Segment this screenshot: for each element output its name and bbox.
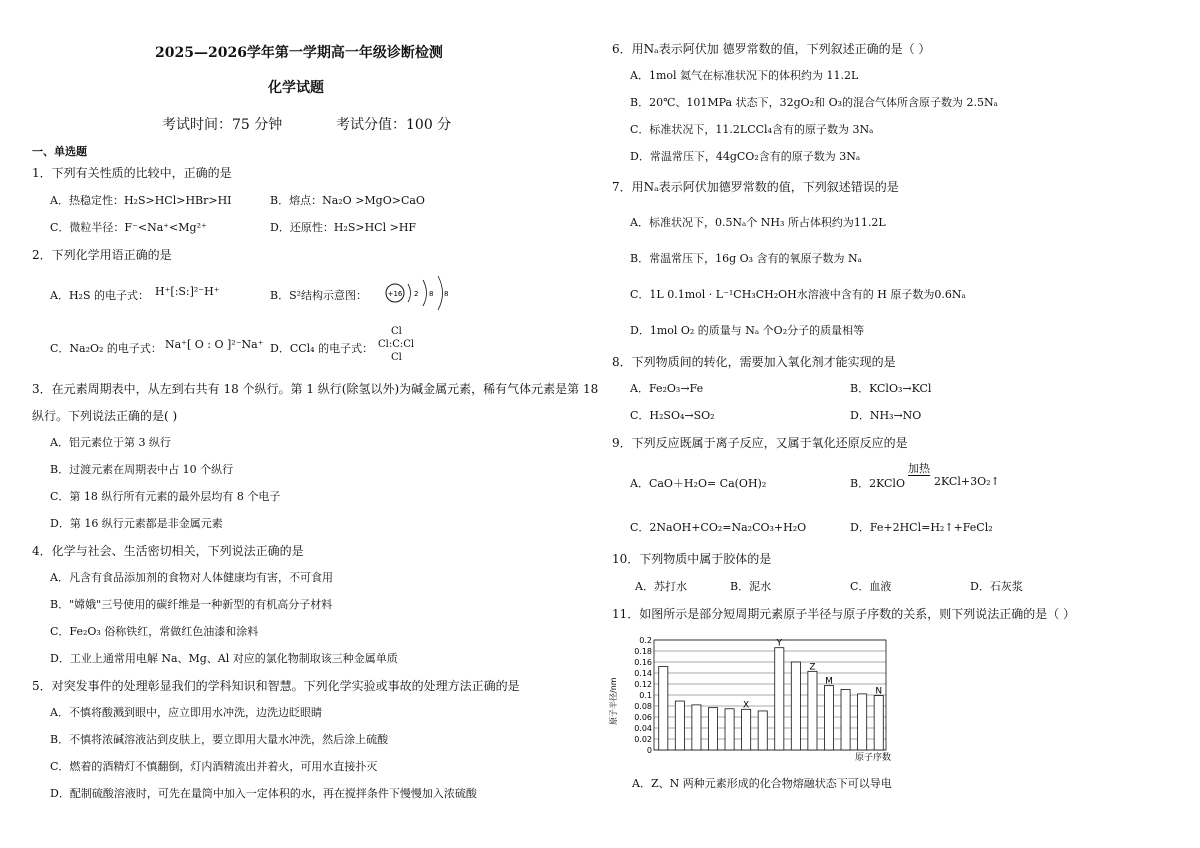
y-tick-label: 0.12 xyxy=(634,680,652,689)
q8-option-b: B．KClO₃→KCl xyxy=(850,382,932,395)
y-tick-label: 0.02 xyxy=(634,735,652,744)
q11-option-a: A．Z、N 两种元素形成的化合物熔融状态下可以导电 xyxy=(632,777,892,790)
nucleus-label: +16 xyxy=(387,290,403,298)
q4-option-d: D．工业上通常用电解 Na、Mg、Al 对应的氯化物制取该三种金属单质 xyxy=(50,652,398,665)
q9-option-a: A．CaO＋H₂O= Ca(OH)₂ xyxy=(630,477,767,490)
q10-option-b: B．泥水 xyxy=(730,580,772,593)
q8-option-a: A．Fe₂O₃→Fe xyxy=(630,382,704,395)
q10-stem: 10．下列物质中属于胶体的是 xyxy=(612,552,772,566)
bar xyxy=(758,711,767,750)
shell-3: 8 xyxy=(444,290,449,298)
q9-b-products: 2KCl+3O₂↑ xyxy=(934,475,1000,488)
bar xyxy=(824,686,833,750)
bar xyxy=(874,696,883,750)
q10-option-a: A．苏打水 xyxy=(635,580,687,593)
q5-stem: 5．对突发事件的处理彰显我们的学科知识和智慧。下列化学实验或事故的处理方法正确的是 xyxy=(32,679,520,693)
q9-b-condition: 加热 xyxy=(908,462,930,475)
q10-option-d: D．石灰浆 xyxy=(970,580,1023,593)
q1-option-b: B．熔点：Na₂O >MgO>CaO xyxy=(270,194,425,207)
q5-option-c: C．燃着的酒精灯不慎翻倒，灯内酒精流出并着火，可用水直接扑灭 xyxy=(50,760,378,773)
q1-option-a: A．热稳定性：H₂S>HCl>HBr>HI xyxy=(50,194,232,207)
bar-label: N xyxy=(875,686,883,697)
q5-option-d: D．配制硫酸溶液时，可先在量筒中加入一定体积的水，再在搅拌条件下慢慢加入浓硫酸 xyxy=(50,787,477,800)
ccl4-top: Cl xyxy=(391,326,402,337)
q1-option-d: D．还原性：H₂S>HCl >HF xyxy=(270,221,417,234)
q8-option-d: D．NH₃→NO xyxy=(850,409,922,422)
q3-stem-line2: 纵行。下列说法正确的是( ) xyxy=(32,409,178,423)
exam-time: 考试时间：75 分钟 xyxy=(162,117,283,133)
q4-option-c: C．Fe₂O₃ 俗称铁红，常做红色油漆和涂料 xyxy=(50,625,259,638)
chart-y-axis-label: 原子半径/nm xyxy=(609,677,618,725)
q6-option-a: A．1mol 氦气在标准状况下的体积约为 11.2L xyxy=(630,69,859,82)
bar xyxy=(858,694,867,750)
bar xyxy=(742,709,751,750)
bar xyxy=(841,690,850,751)
y-tick-label: 0.18 xyxy=(634,647,652,656)
y-tick-label: 0.2 xyxy=(639,636,652,645)
section-heading: 一、单选题 xyxy=(32,145,87,158)
shell-2: 8 xyxy=(429,290,434,298)
q6-option-c: C．标准状况下，11.2LCCl₄含有的原子数为 3Nₐ xyxy=(630,123,874,136)
shell-1: 2 xyxy=(414,290,419,298)
atomic-radius-chart xyxy=(604,630,904,766)
q9-option-c: C．2NaOH+CO₂=Na₂CO₃+H₂O xyxy=(630,521,807,534)
q2-stem: 2．下列化学用语正确的是 xyxy=(32,248,172,262)
q4-option-b: B．"嫦娥"三号使用的碳纤维是一种新型的有机高分子材料 xyxy=(50,598,333,611)
q5-option-b: B．不慎将浓碱溶液沾到皮肤上，要立即用大量水冲洗，然后涂上硫酸 xyxy=(50,733,389,746)
q8-stem: 8．下列物质间的转化，需要加入氧化剂才能实现的是 xyxy=(612,355,896,369)
bar xyxy=(808,671,817,750)
q7-option-d: D．1mol O₂ 的质量与 Nₐ 个O₂分子的质量相等 xyxy=(630,324,865,337)
y-tick-label: 0.04 xyxy=(634,724,652,733)
ccl4-bottom: Cl xyxy=(391,352,402,363)
q9-option-d: D．Fe+2HCl=H₂↑+FeCl₂ xyxy=(850,521,993,534)
q3-option-a: A．铝元素位于第 3 纵行 xyxy=(50,436,171,449)
bar xyxy=(775,648,784,750)
q6-stem: 6．用Nₐ表示阿伏加 德罗常数的值，下列叙述正确的是（ ） xyxy=(612,42,931,56)
y-tick-label: 0.08 xyxy=(634,702,652,711)
chart-grid xyxy=(654,640,886,750)
bar xyxy=(725,709,734,750)
q2-option-c: C．Na₂O₂ 的电子式： xyxy=(50,342,162,355)
q4-stem: 4．化学与社会、生活密切相关，下列说法正确的是 xyxy=(32,544,304,558)
y-tick-label: 0 xyxy=(646,746,652,755)
exam-score: 考试分值：100 分 xyxy=(336,117,452,133)
y-tick-label: 0.1 xyxy=(639,691,652,700)
q10-option-c: C．血液 xyxy=(850,580,892,593)
q1-stem: 1．下列有关性质的比较中，正确的是 xyxy=(32,166,232,180)
chart-y-ticks xyxy=(634,636,652,755)
bar xyxy=(675,701,684,750)
q3-option-c: C．第 18 纵行所有元素的最外层均有 8 个电子 xyxy=(50,490,281,503)
q9-stem: 9．下列反应既属于离子反应，又属于氧化还原反应的是 xyxy=(612,436,908,450)
bar-label: X xyxy=(743,700,750,711)
q6-option-b: B．20℃、101MPa 状态下，32gO₂和 O₃的混合气体所含原子数为 2.5Nₐ xyxy=(630,96,998,109)
q2-c-formula: Na⁺[ O : O ]²⁻Na⁺ xyxy=(165,338,264,351)
exam-title: 2025—2026学年第一学期高一年级诊断检测 xyxy=(155,45,443,61)
q2-option-a: A．H₂S 的电子式： xyxy=(50,289,149,302)
q6-option-d: D．常温常压下，44gCO₂含有的原子数为 3Nₐ xyxy=(630,150,861,163)
q7-option-c: C．1L 0.1mol · L⁻¹CH₃CH₂OH水溶液中含有的 H 原子数为0.6Nₐ xyxy=(630,288,966,301)
chart-x-axis-label: 原子序数 xyxy=(855,753,892,763)
q7-option-b: B．常温常压下，16g O₃ 含有的氧原子数为 Nₐ xyxy=(630,252,862,265)
q5-option-a: A．不慎将酸溅到眼中，应立即用水冲洗，边洗边眨眼睛 xyxy=(50,706,322,719)
q2-option-d: D．CCl₄ 的电子式： xyxy=(270,342,374,355)
bar-label: Y xyxy=(776,638,783,649)
q7-option-a: A．标准状况下，0.5Nₐ个 NH₃ 所占体积约为11.2L xyxy=(630,216,886,229)
bar xyxy=(708,708,717,750)
y-tick-label: 0.06 xyxy=(634,713,652,722)
q7-stem: 7．用Nₐ表示阿伏加德罗常数的值，下列叙述错误的是 xyxy=(612,180,899,194)
q8-option-c: C．H₂SO₄→SO₂ xyxy=(630,409,715,422)
q1-option-c: C．微粒半径：F⁻<Na⁺<Mg²⁺ xyxy=(50,221,207,234)
q9-option-b: B．2KClO xyxy=(850,477,905,490)
ccl4-mid: Cl:C:Cl xyxy=(378,339,415,350)
q3-option-b: B．过渡元素在周期表中占 10 个纵行 xyxy=(50,463,234,476)
chart-bars xyxy=(659,648,884,750)
q3-stem-line1: 3．在元素周期表中，从左到右共有 18 个纵行。第 1 纵行(除氢以外)为碱金属元素，稀有气体元素是第 18 xyxy=(32,382,599,396)
bar xyxy=(692,705,701,750)
q2-option-b: B．S²结构示意图： xyxy=(270,289,368,302)
q3-option-d: D．第 16 纵行元素都是非金属元素 xyxy=(50,517,223,530)
q4-option-a: A．凡含有食品添加剂的食物对人体健康均有害，不可食用 xyxy=(50,571,333,584)
q2-a-formula: H⁺[:S:]²⁻H⁺ xyxy=(155,285,220,298)
y-tick-label: 0.14 xyxy=(634,669,652,678)
bar-label: Z xyxy=(809,662,816,673)
bar xyxy=(659,666,668,750)
bar-label: M xyxy=(825,676,833,687)
subject-title: 化学试题 xyxy=(268,80,324,96)
bar xyxy=(791,662,800,750)
y-tick-label: 0.16 xyxy=(634,658,652,667)
atom-structure-diagram xyxy=(383,272,463,312)
q11-stem: 11．如图所示是部分短周期元素原子半径与原子序数的关系，则下列说法正确的是（ ） xyxy=(612,607,1076,621)
